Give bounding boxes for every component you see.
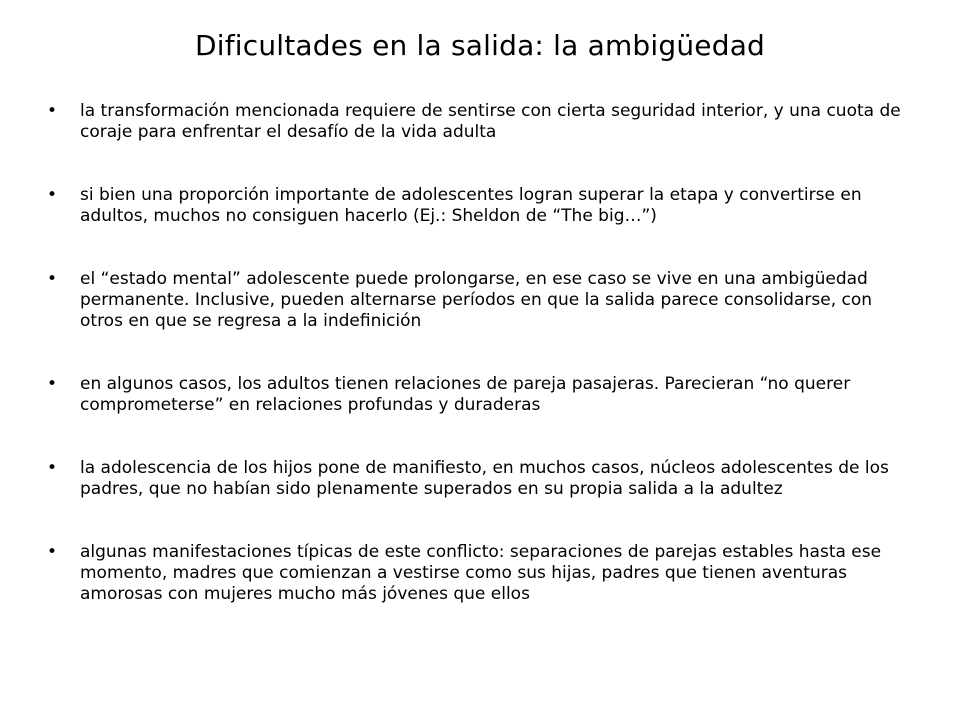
bullet-dot: •: [46, 185, 58, 205]
bullet-dot: •: [46, 101, 58, 121]
bullet-item: [46, 101, 906, 143]
bullet-item: [46, 458, 906, 500]
bullet-item: [46, 374, 906, 416]
bullet-text: la adolescencia de los hijos pone de manifiesto, en muchos casos, núcleos adolescentes de los padres, que no habían sido plenamente superados en su propia salida a la adultez: [80, 458, 889, 499]
bullet-dot: •: [46, 458, 58, 478]
bullet-dot: •: [46, 542, 58, 562]
bullet-text: si bien una proporción importante de adolescentes logran superar la etapa y convertirse en adultos, muchos no consiguen hacerlo (Ej.: Sheldon de “The big…”): [80, 185, 862, 226]
bullet-dot: •: [46, 269, 58, 289]
bullet-text: algunas manifestaciones típicas de este conflicto: separaciones de parejas estables hasta ese momento, madres que comienzan a vestirse como sus hijas, padres que tienen aventuras amorosas con mujeres mucho más jóvenes que ellos: [80, 542, 882, 604]
bullet-text: en algunos casos, los adultos tienen relaciones de pareja pasajeras. Parecieran “no querer comprometerse” en relaciones profundas y duraderas: [80, 374, 851, 415]
bullet-text: el “estado mental” adolescente puede prolongarse, en ese caso se vive en una ambigüedad permanente. Inclusive, pueden alternarse períodos en que la salida parece consolidarse, con otros en que se regresa a la indefinición: [80, 269, 873, 331]
bullet-dot: •: [46, 374, 58, 394]
bullet-item: [46, 269, 906, 332]
bullet-item: [46, 542, 906, 605]
bullet-text: la transformación mencionada requiere de sentirse con cierta seguridad interior, y una cuota de coraje para enfrentar el desafío de la vida adulta: [80, 101, 901, 142]
bullet-item: [46, 185, 906, 227]
slide-title: Dificultades en la salida: la ambigüedad: [194, 29, 766, 62]
bullet-list: [46, 101, 906, 647]
